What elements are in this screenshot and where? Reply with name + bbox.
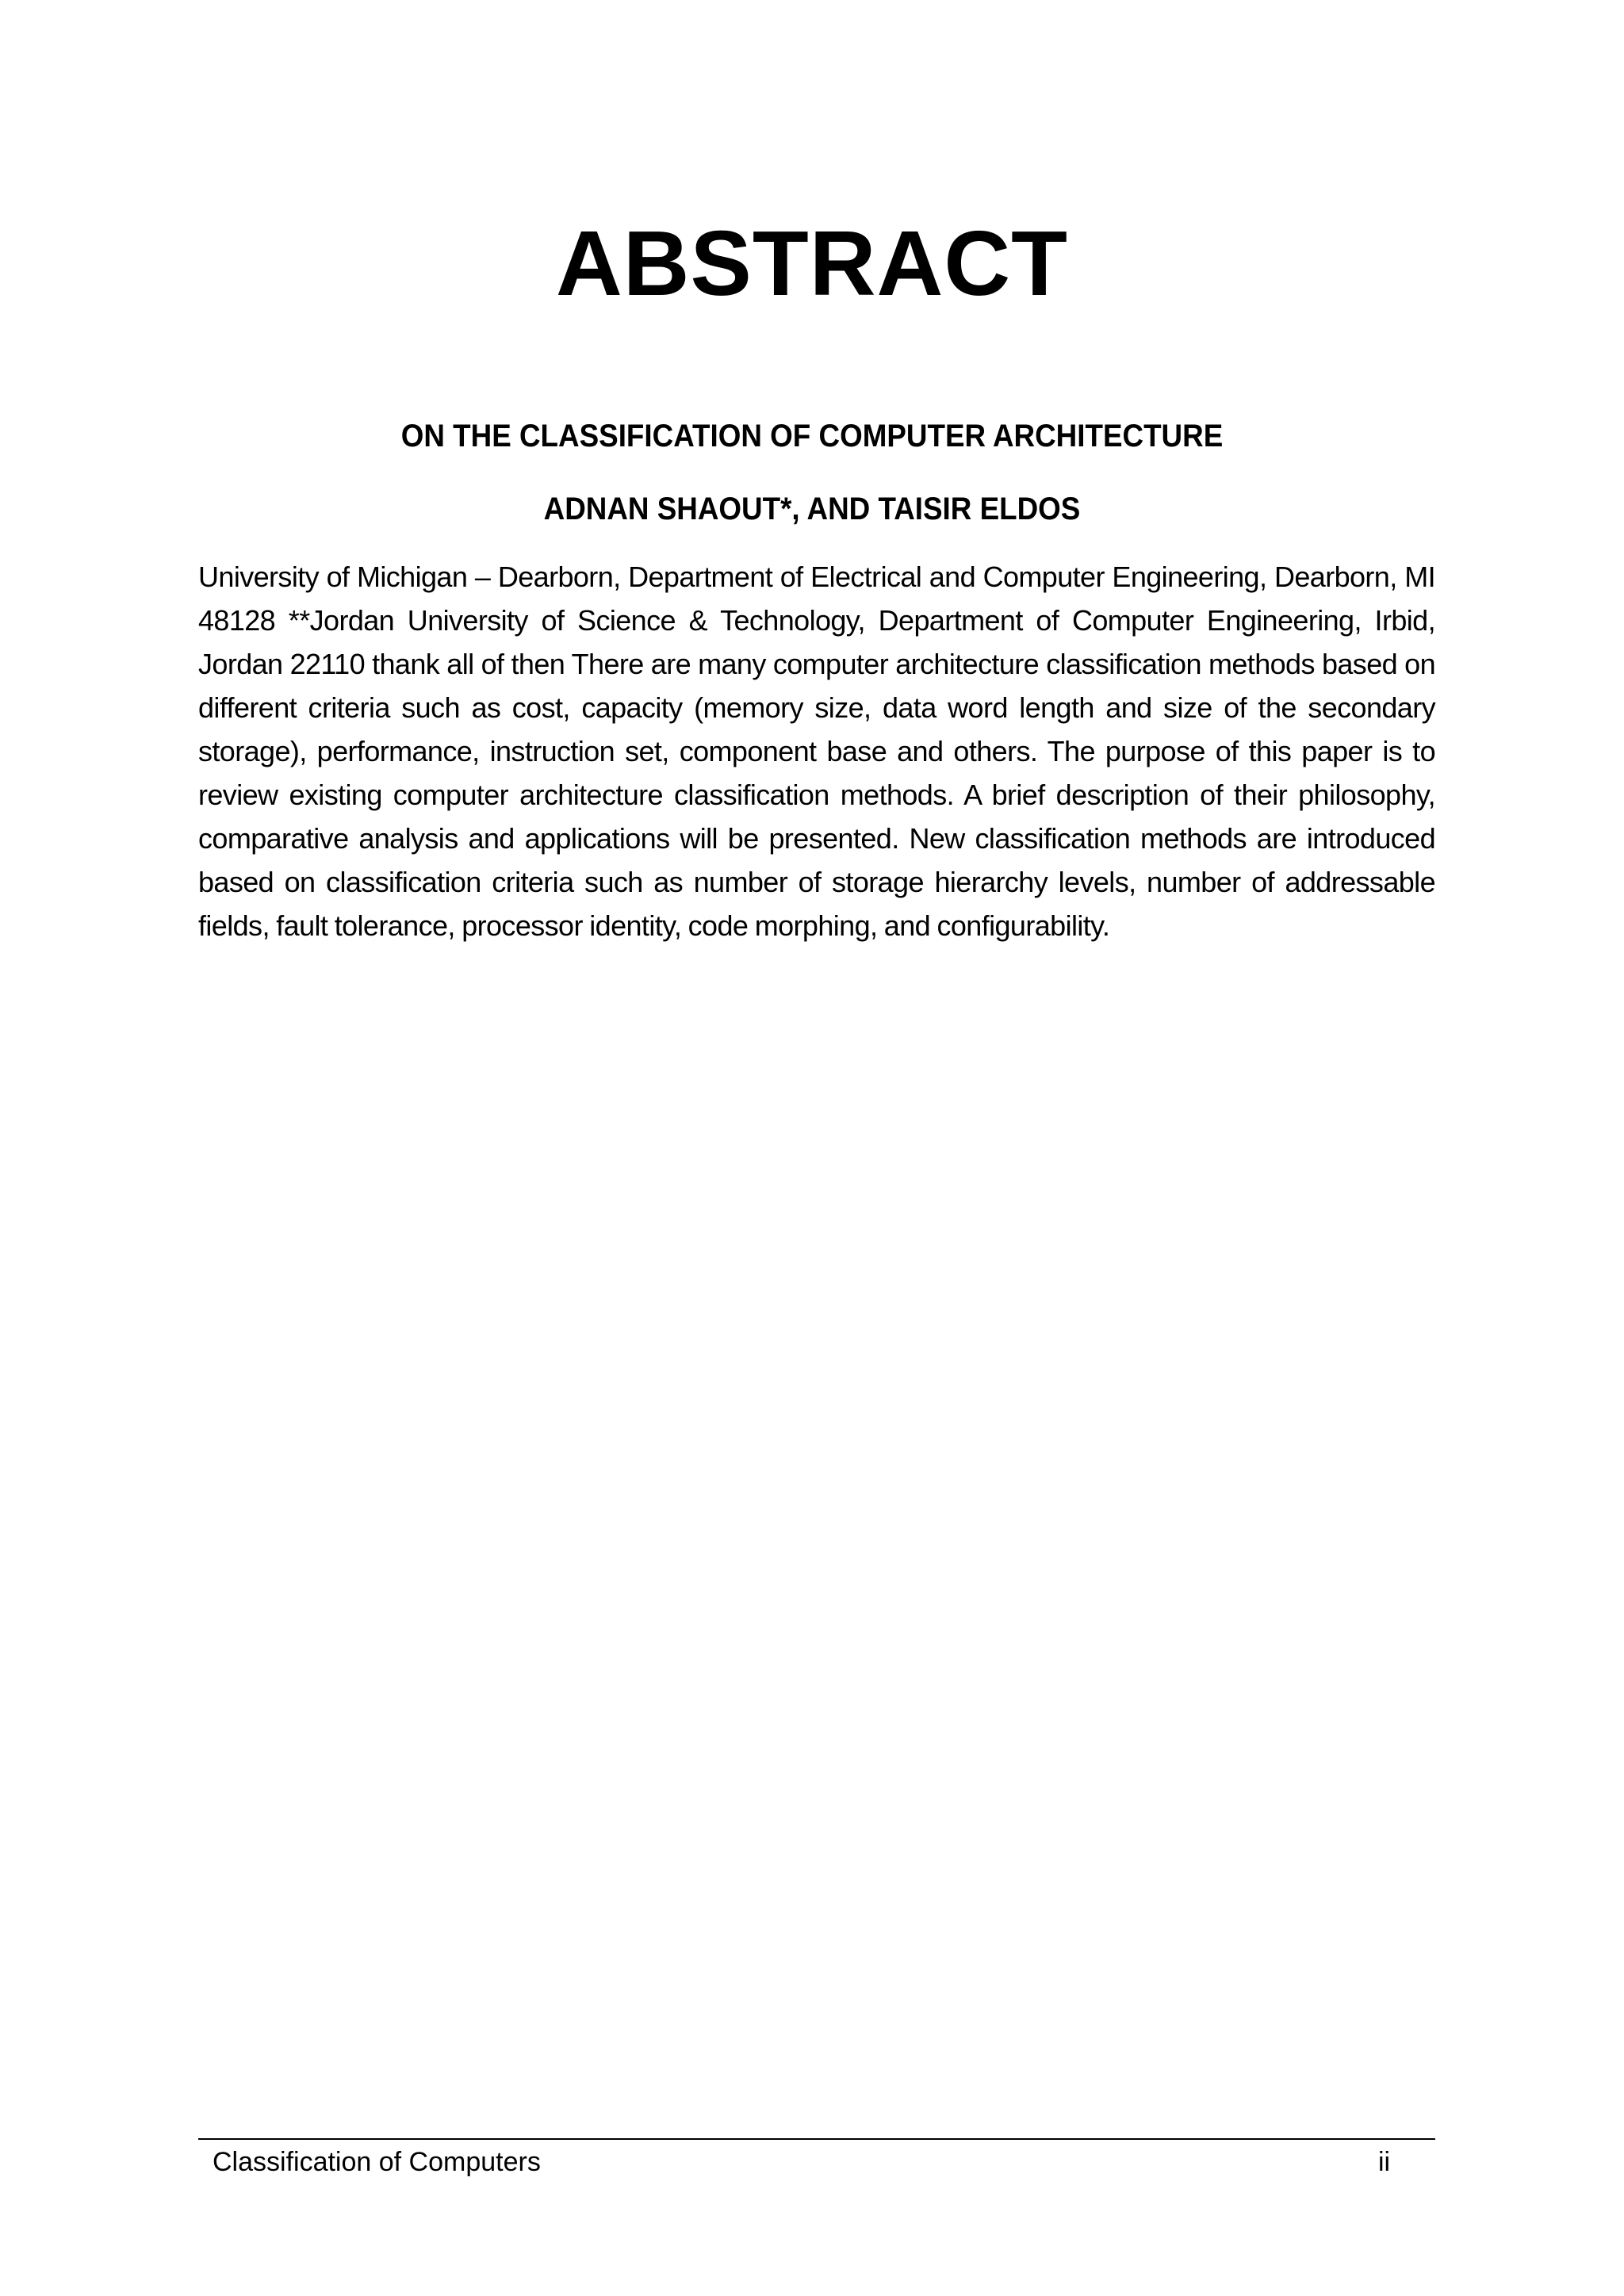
footer-divider [198, 2138, 1435, 2140]
abstract-heading: ABSTRACT [556, 212, 1068, 315]
footer-running-title: Classification of Computers [213, 2147, 541, 2177]
footer-page-number: ii [1378, 2147, 1391, 2177]
paper-title: ON THE CLASSIFICATION OF COMPUTER ARCHITECTURE [400, 419, 1224, 453]
paper-authors: ADNAN SHAOUT*, AND TAISIR ELDOS [543, 492, 1081, 526]
abstract-body-text: University of Michigan – Dearborn, Department of Electrical and Computer Engineering, Dearborn, MI 48128 **Jordan University of Science & Technology, Department of Computer Engineering, Irbid, Jordan 22110 thank all of then There are many computer architecture classification methods based on different criteria such as cost, capacity (memory size, data word length and size of the secondary storage), performance, instruction set, component base and others. The purpose of this paper is to review existing computer architecture classification methods. A brief description of their philosophy, comparative analysis and applications will be presented. New classification methods are introduced based on classification criteria such as number of storage hierarchy levels, number of addressable fields, fault tolerance, processor identity, code morphing, and configurability. [198, 561, 1435, 942]
